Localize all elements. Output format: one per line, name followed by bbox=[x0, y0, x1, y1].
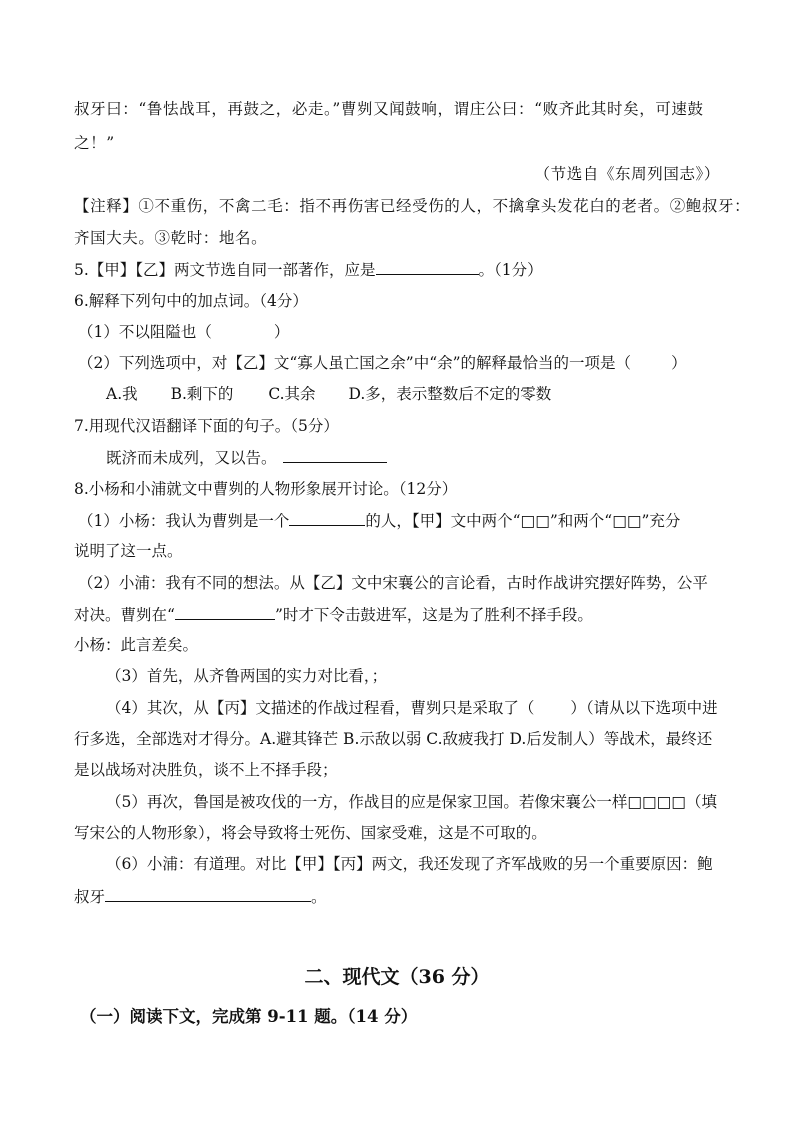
q6-options bbox=[106, 384, 551, 404]
q8-6-prefix: 叔牙 bbox=[74, 888, 106, 906]
question-5 bbox=[74, 259, 543, 280]
question-8-4-line1 bbox=[106, 698, 718, 718]
q8-2-prefix: 对决。曹刿在“ bbox=[74, 606, 175, 624]
question-8-2-line1: （2）小浦：我有不同的想法。从【乙】文中宋襄公的言论看，古时作战讲究摆好阵势，公平 bbox=[78, 574, 708, 592]
q8-4-text: （4）其次，从【丙】文描述的作战过程看，曹刿只是采取了（ bbox=[106, 699, 535, 717]
question-8-6-line2 bbox=[74, 886, 327, 907]
question-8-yang: 小杨：此言差矣。 bbox=[74, 636, 199, 654]
notes-line-2: 齐国大夫。③乾时：地名。 bbox=[74, 229, 268, 247]
q8-6-answer-blank[interactable] bbox=[105, 886, 311, 902]
question-6-1 bbox=[78, 322, 289, 342]
q5-answer-blank[interactable] bbox=[376, 259, 479, 275]
q8-6-suffix: 。 bbox=[311, 888, 327, 906]
q6-1-prefix: （1）不以阻隘也（ bbox=[78, 323, 212, 341]
question-8-4-line3: 是以战场对决胜负，谈不上不择手段； bbox=[74, 761, 338, 779]
q6-1-suffix: ） bbox=[273, 323, 290, 341]
question-8-1 bbox=[78, 510, 680, 531]
q6-option-d[interactable]: D.多，表示整数后不定的零数 bbox=[348, 385, 552, 403]
q8-4-suffix: ）（请从以下选项中进 bbox=[570, 699, 718, 717]
question-8-3: （3）首先，从齐鲁两国的实力对比看，； bbox=[106, 667, 388, 685]
q5-suffix: 。（1分） bbox=[478, 261, 543, 279]
passage-source: （节选自《东周列国志》） bbox=[534, 165, 720, 183]
q7-sentence: 既济而未成列，又以告。 bbox=[106, 449, 277, 467]
question-8-6-line1: （6）小浦：有道理。对比【甲】【丙】两文，我还发现了齐军战败的另一个重要原因：鲍 bbox=[106, 855, 713, 873]
question-8-4-line2: 行多选，全部选对才得分。A.避其锋芒 B.示敌以弱 C.敌疲我打 D.后发制人）等战术，最终还 bbox=[74, 730, 713, 748]
section-subtitle: （一）阅读下文，完成第 9-11 题。（14 分） bbox=[80, 1007, 418, 1026]
question-7: 7.用现代汉语翻译下面的句子。（5分） bbox=[74, 417, 339, 435]
passage-line-2: 之！” bbox=[74, 134, 115, 152]
question-8-1-line2: 说明了这一点。 bbox=[74, 542, 183, 560]
question-6-2 bbox=[78, 353, 687, 373]
question-8-5-line1: （5）再次，鲁国是被攻伐的一方，作战目的应是保家卫国。若像宋襄公一样□□□□（填 bbox=[106, 793, 717, 811]
q5-prefix: 5.【甲】【乙】两文节选自同一部著作，应是 bbox=[74, 261, 376, 279]
notes-line-1: 【注释】①不重伤，不禽二毛：指不再伤害已经受伤的人，不擒拿头发花白的老者。②鲍叔牙： bbox=[74, 197, 751, 215]
q8-1-answer-blank[interactable] bbox=[289, 510, 365, 526]
question-6: 6.解释下列句中的加点词。（4分） bbox=[74, 292, 308, 310]
q8-1-prefix: （1）小杨：我认为曹刿是一个 bbox=[78, 512, 290, 530]
question-7-sentence bbox=[106, 447, 387, 468]
q8-2-suffix: ”时才下令击鼓进军，这是为了胜利不择手段。 bbox=[274, 606, 593, 624]
question-8-2-line2 bbox=[74, 604, 593, 625]
passage-line-1: 叔牙曰：“鲁怯战耳，再鼓之，必走。”曹刿又闻鼓响，谓庄公曰：“败齐此其时矣，可速鼓 bbox=[74, 100, 704, 118]
q8-1-suffix: 的人，【甲】文中两个“□□”和两个“□□”充分 bbox=[365, 512, 681, 530]
q6-option-c[interactable]: C.其余 bbox=[268, 385, 316, 403]
q6-option-a[interactable]: A.我 bbox=[106, 385, 138, 403]
section-title: 二、现代文（36 分） bbox=[304, 966, 490, 988]
q8-2-answer-blank[interactable] bbox=[175, 604, 275, 620]
q6-2-suffix: ） bbox=[671, 354, 687, 372]
question-8: 8.小杨和小浦就文中曹刿的人物形象展开讨论。（12分） bbox=[74, 480, 458, 498]
q6-2-text: （2）下列选项中，对【乙】文“寡人虽亡国之余”中“余”的解释最恰当的一项是（ bbox=[78, 354, 632, 372]
q6-option-b[interactable]: B.剩下的 bbox=[170, 385, 234, 403]
q7-answer-blank[interactable] bbox=[283, 447, 387, 463]
question-8-5-line2: 写宋公的人物形象），将会导致将士死伤、国家受难，这是不可取的。 bbox=[74, 824, 547, 842]
